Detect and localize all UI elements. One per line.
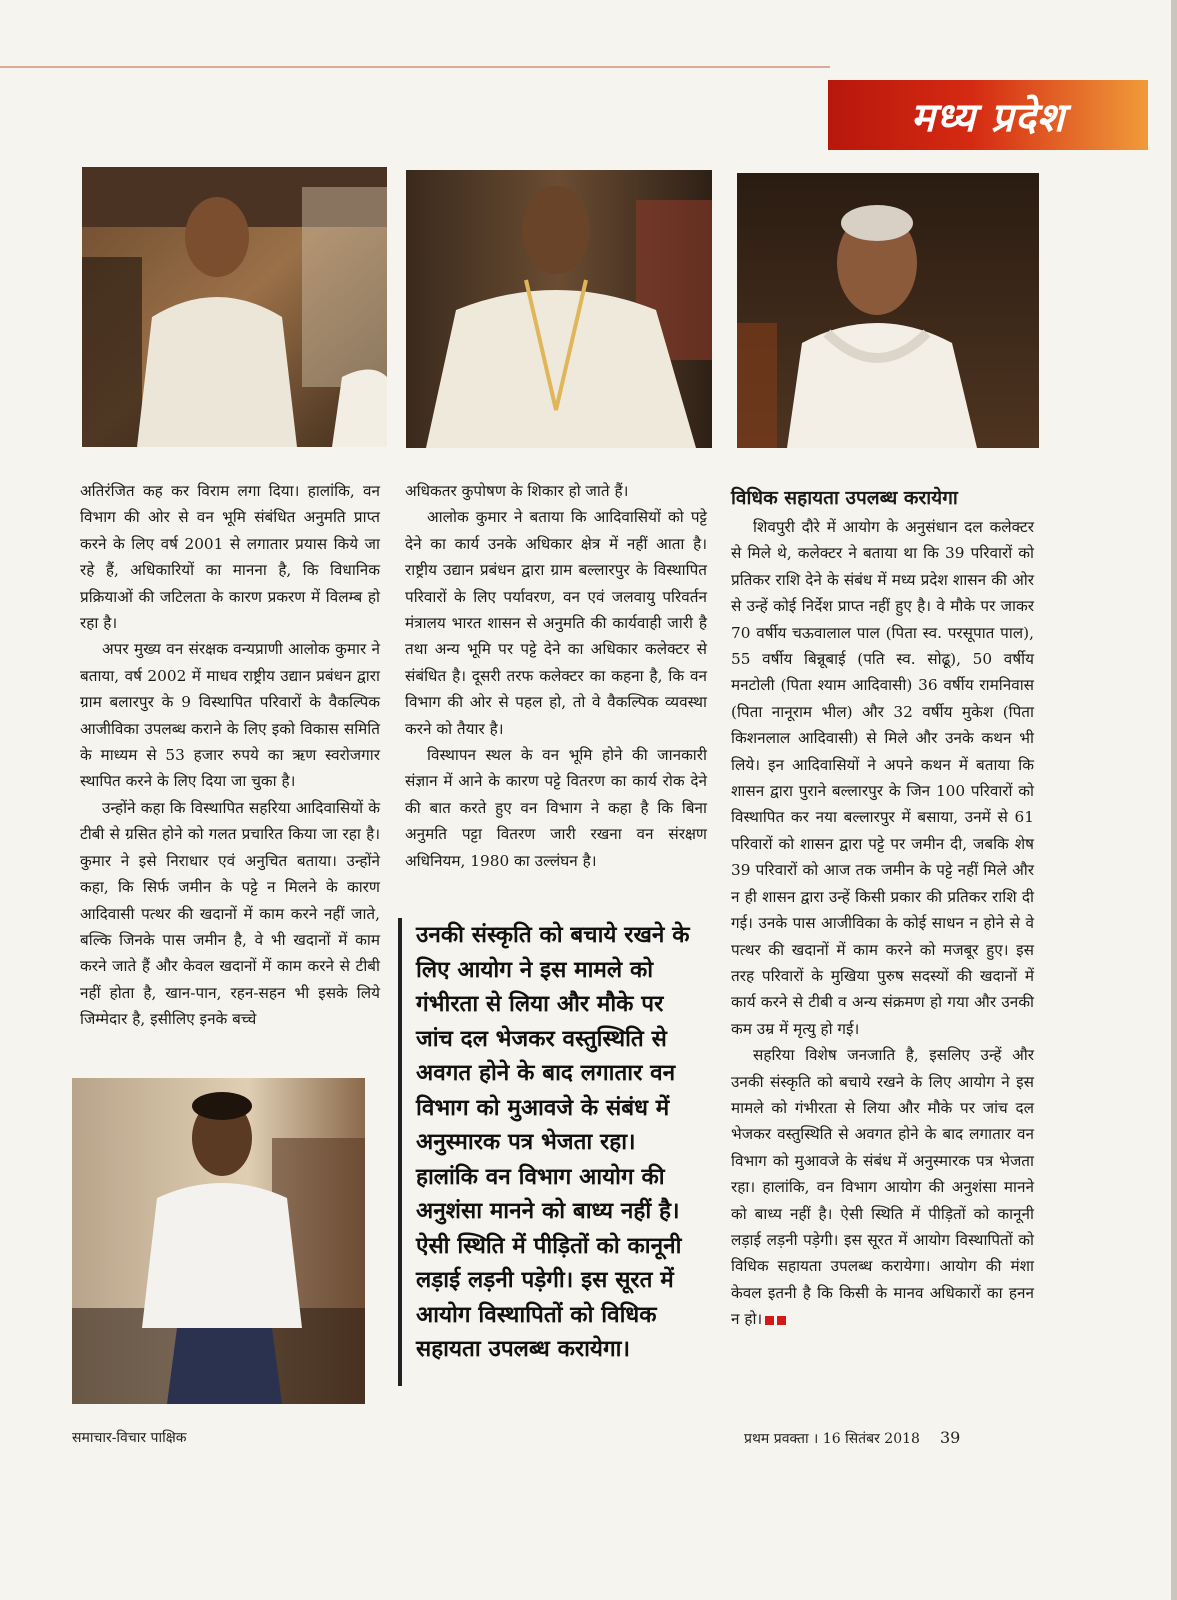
col1-paragraph: अपर मुख्य वन संरक्षक वन्यप्राणी आलोक कुमार ने बताया, वर्ष 2002 में माधव राष्ट्रीय उद्यान प्रबंधन द्वारा ग्राम बलारपुर के 9 विस्थापित परिवारों के वैकल्पिक आजीविका उपलब्ध कराने के लिए इको विकास समिति के माध्यम से 53 हजार रुपये का ऋण स्वरोजगार स्थापित करने के लिए दिया जा चुका है।	[80, 640, 380, 791]
end-mark-icon	[765, 1316, 774, 1325]
col2-paragraph: विस्थापन स्थल के वन भूमि होने की जानकारी संज्ञान में आने के कारण पट्टे वितरण का कार्य रोक देने की बात करते हुए वन विभाग ने कहा है कि बिना अनुमति पट्टा वितरण जारी रखना वन संरक्षण अधिनियम, 1980 का उल्लंघन है।	[405, 746, 707, 870]
col2-paragraph: आलोक कुमार ने बताया कि आदिवासियों को पट्टे देने का कार्य उनके अधिकार क्षेत्र में नहीं आता है। राष्ट्रीय उद्यान प्रबंधन द्वारा ग्राम बल्लारपुर के विस्थापित परिवारों के लिए पर्यावरण, वन एवं जलवायु परिवर्तन मंत्रालय भारत शासन से अनुमति की कार्यवाही जारी है तथा अन्य भूमि पर पट्टे देने का अधिकार कलेक्टर से संबंधित है। दूसरी तरफ कलेक्टर का कहना है, कि वन विभाग की ओर से पहल हो, तो वे वैकल्पिक व्यवस्था करने को तैयार है।	[405, 508, 707, 738]
photo-man-2	[406, 170, 712, 448]
col3-paragraph-text: सहरिया विशेष जनजाति है, इसलिए उन्हें और उनकी संस्कृति को बचाये रखने के लिए आयोग ने इस मामले को गंभीरता से लिया और मौके पर जांच दल भेजकर वस्तुस्थिति से अवगत होने के बाद लगातार वन विभाग को मुआवजे के संबंध में अनुस्मारक पत्र भेजता रहा। हालांकि, वन विभाग आयोग की अनुशंसा मानने को बाध्य नहीं है। ऐसी स्थिति में पीड़ितों को कानूनी लड़ाई लड़नी पड़ेगी। इस सूरत में आयोग विस्थापितों को विधिक सहायता उपलब्ध करायेगा। आयोग की मंशा केवल इतनी है कि किसी के मानव अधिकारों का हनन न हो।	[731, 1046, 1034, 1329]
top-rule	[0, 66, 830, 68]
col3-paragraph	[731, 1042, 1034, 1332]
col3-paragraph: शिवपुरी दौरे में आयोग के अनुसंधान दल कलेक्टर से मिले थे, कलेक्टर ने बताया था कि 39 परिवारों को प्रतिकर राशि देने के संबंध में मध्य प्रदेश शासन की ओर से उन्हें कोई निर्देश प्राप्त नहीं हुए है। वे मौके पर जाकर 70 वर्षीय चऊवालाल पाल (पिता स्व. परसूपात पाल), 55 वर्षीय बिन्नूबाई (पति स्व. सोढू), 50 वर्षीय मनटोली (पिता श्याम आदिवासी) 36 वर्षीय रामनिवास (पिता नानूराम भील) और 32 वर्षीय मुकेश (पिता किशनलाल आदिवासी) से मिले और उनके कथन भी लिये। इन आदिवासियों ने अपने कथन में बताया कि शासन द्वारा पुराने बल्लारपुर के जिन 100 परिवारों को विस्थापित कर नया बल्लारपुर में बसाया, उनमें से 61 परिवारों को शासन द्वारा पट्टे पर जमीन दी, जबकि शेष 39 परिवारों को आज तक जमीन के पट्टे नहीं मिले और न ही शासन द्वारा उन्हें किसी प्रकार की प्रतिकर राशि दी गई। उनके पास आजीविका के कोई साधन न होने से वे पत्थर की खदानों में काम करने को मजबूर हुए। इस तरह परिवारों के मुखिया पुरुष सदस्यों की खदानों में कार्य करने से टीबी व अन्य संक्रमण हो गया और उनकी कम उम्र में मृत्यु हो गई।	[731, 518, 1034, 1038]
pull-quote	[398, 918, 693, 1386]
photo-young-man	[72, 1078, 365, 1404]
article-column-3	[731, 484, 1034, 1333]
page-number: 39	[939, 1428, 961, 1447]
photo-elderly-man	[737, 173, 1039, 448]
col1-paragraph: अतिरंजित कह कर विराम लगा दिया। हालांकि, वन विभाग की ओर से वन भूमि संबंधित अनुमति प्राप्त करने के लिए वर्ष 2001 से लगातार प्रयास किये जा रहे हैं, अधिकारियों का मानना है, कि विधानिक प्रक्रियाओं की जटिलता के कारण प्रकरण में विलम्ब हो रहा है।	[80, 482, 380, 633]
col1-paragraph: उन्होंने कहा कि विस्थापित सहरिया आदिवासियों के टीबी से ग्रसित होने को गलत प्रचारित किया जा रहा है। कुमार ने इसे निराधार एवं अनुचित बताया। उन्होंने कहा, कि सिर्फ जमीन के पट्टे न मिलने के कारण आदिवासी पत्थर की खदानों में काम करने नहीं जाते, बल्कि जिनके पास जमीन है, वे भी खदानों में काम करने जाते हैं और केवल खदानों में काम करने से टीबी नहीं होता है, खान-पान, रहन-सहन भी इसके लिये जिम्मेदार है, इसीलिए इनके बच्चे	[80, 798, 380, 1029]
end-mark-icon	[777, 1316, 786, 1325]
section-banner	[828, 80, 1148, 150]
article-column-2	[405, 478, 707, 874]
pull-quote-text: उनकी संस्कृति को बचाये रखने के लिए आयोग ने इस मामले को गंभीरता से लिया और मौके पर जांच दल भेजकर वस्तुस्थिति से अवगत होने के बाद लगातार वन विभाग को मुआवजे के संबंध में अनुस्मारक पत्र भेजता रहा। हालांकि वन विभाग आयोग की अनुशंसा मानने को बाध्य नहीं है। ऐसी स्थिति में पीड़ितों को कानूनी लड़ाई लड़नी पड़ेगी। इस सूरत में आयोग विस्थापितों को विधिक सहायता उपलब्ध करायेगा।	[416, 922, 690, 1362]
subheading: विधिक सहायता उपलब्ध करायेगा	[731, 487, 958, 509]
footer-publication: समाचार-विचार पाक्षिक	[72, 1430, 187, 1446]
section-label: मध्य प्रदेश	[910, 93, 1066, 141]
article-column-1	[80, 478, 380, 1033]
col2-paragraph: अधिकतर कुपोषण के शिकार हो जाते हैं।	[405, 482, 629, 500]
footer-issue-text: प्रथम प्रवक्ता । 16 सितंबर 2018	[744, 1431, 920, 1447]
footer-issue	[744, 1428, 960, 1448]
photo-man-1	[82, 167, 387, 447]
